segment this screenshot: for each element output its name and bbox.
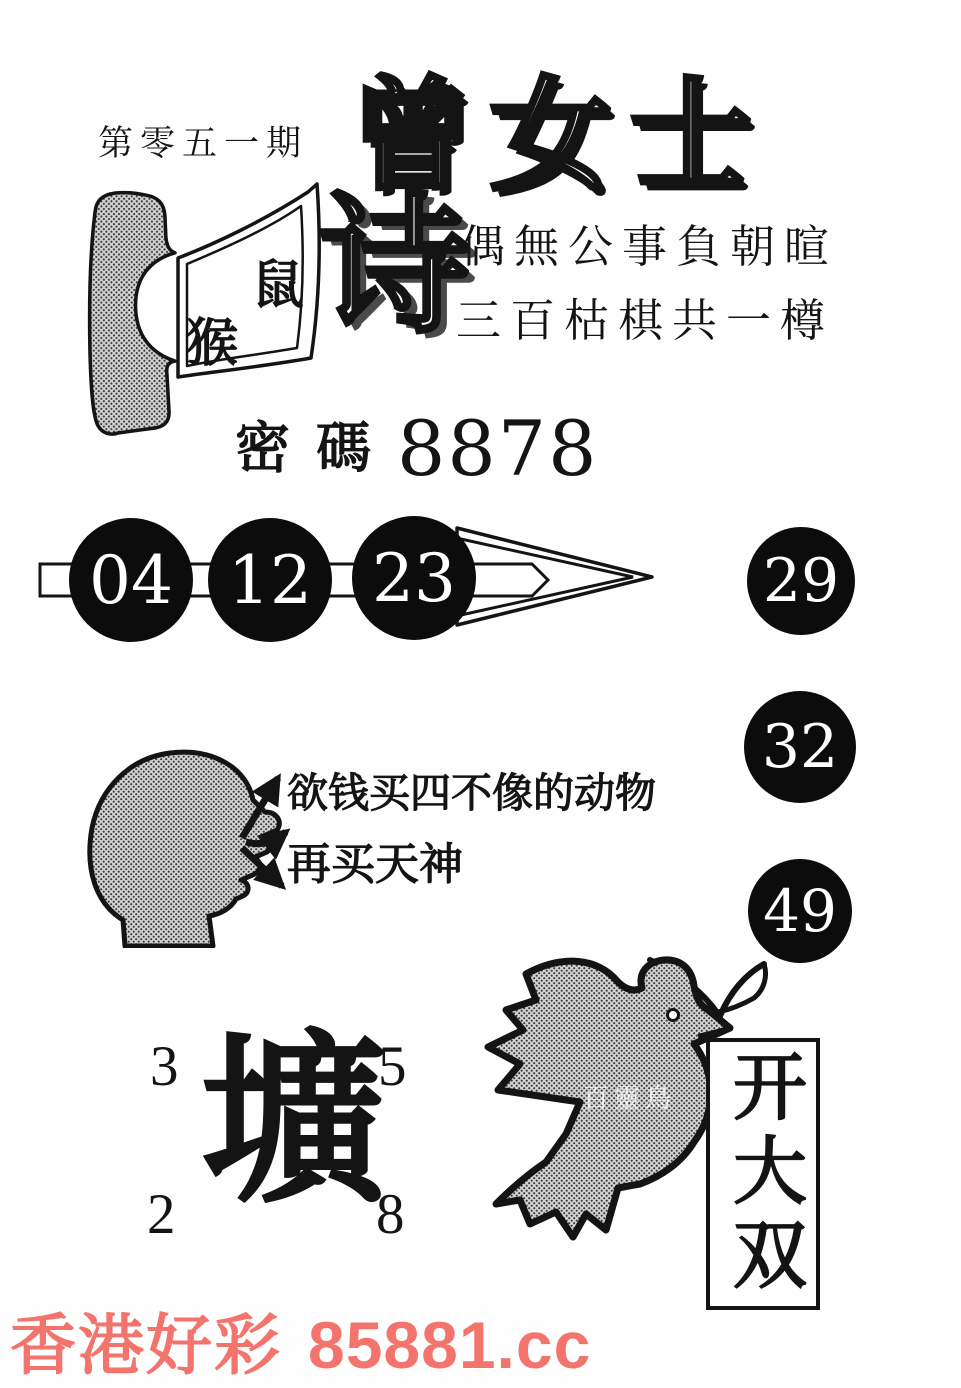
number-ball-49 bbox=[748, 859, 852, 963]
speech-line-2: 再买天神 bbox=[287, 840, 463, 889]
verdict-text: 开大双 bbox=[722, 1048, 804, 1300]
zodiac-monkey-label: 猴 bbox=[186, 316, 239, 373]
corner-number-top-left: 3 bbox=[150, 1035, 179, 1098]
number-ball-32 bbox=[744, 691, 856, 803]
number-ball-29 bbox=[747, 527, 855, 635]
issue-label: 第零五一期 bbox=[98, 124, 309, 163]
password-value: 8878 bbox=[397, 404, 599, 493]
dove-eye bbox=[668, 1010, 679, 1021]
poem-character: 诗 bbox=[320, 185, 471, 351]
ball-number: 23 bbox=[372, 539, 456, 617]
ball-number: 04 bbox=[89, 541, 173, 619]
corner-number-bottom-left: 2 bbox=[147, 1183, 176, 1246]
dove-name-label: 百靈鳥 bbox=[583, 1083, 677, 1113]
speech-line-1: 欲钱买四不像的动物 bbox=[287, 770, 656, 816]
footer-brand: 香港好彩 bbox=[10, 1308, 282, 1382]
corner-number-top-right: 5 bbox=[378, 1035, 407, 1098]
telephone-handset-icon bbox=[83, 190, 183, 438]
number-ball-23 bbox=[352, 516, 476, 640]
verdict-box bbox=[706, 1038, 820, 1310]
password-row bbox=[235, 404, 598, 493]
ball-number: 49 bbox=[763, 877, 837, 945]
password-label: 密碼 bbox=[235, 418, 398, 479]
footer-banner bbox=[10, 1292, 591, 1387]
poem-line-1: 偶無公事負朝暄 bbox=[460, 222, 839, 272]
corner-number-bottom-right: 8 bbox=[376, 1183, 405, 1246]
ball-number: 32 bbox=[761, 712, 839, 782]
ball-number: 29 bbox=[762, 546, 840, 616]
number-ball-04 bbox=[69, 518, 193, 642]
ball-number: 12 bbox=[228, 541, 312, 619]
number-ball-12 bbox=[208, 518, 332, 642]
zodiac-rat-label: 鼠 bbox=[252, 258, 305, 315]
footer-domain: 85881.cc bbox=[308, 1308, 592, 1382]
page-title: 曾女士 bbox=[350, 70, 770, 205]
poem-line-2: 三百枯棋共一樽 bbox=[456, 296, 835, 346]
charm-character: 壙 bbox=[200, 1020, 387, 1226]
